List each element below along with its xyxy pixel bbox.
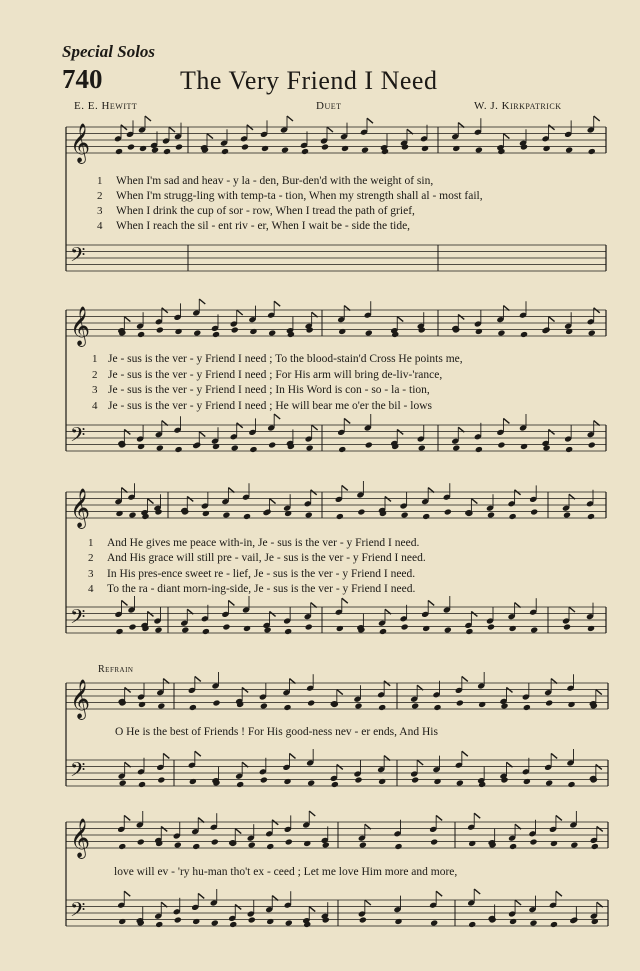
treble-note [452, 145, 460, 152]
bass-note [591, 918, 599, 925]
composer-credit: W. J. Kirkpatrick [474, 100, 562, 112]
treble-flag [596, 690, 602, 695]
treble-note [189, 704, 197, 711]
treble-note [523, 704, 531, 711]
bass-note [379, 628, 387, 635]
bass-note [156, 444, 164, 451]
bass-flag [312, 425, 318, 430]
bass-note [523, 778, 531, 785]
bass-flag [551, 753, 557, 758]
treble-flag [594, 116, 600, 121]
treble-flag [503, 134, 509, 139]
treble-note [174, 328, 182, 335]
treble-note [588, 329, 596, 336]
lyric-line: Je - sus is the ver - y Friend I need ; For His arm will bring de-liv-'rance, [108, 369, 443, 381]
bass-flag [428, 600, 434, 605]
bass-flag [344, 418, 350, 423]
bass-clef-icon: 𝄢 [70, 243, 86, 271]
bass-flag [503, 418, 509, 423]
bass-note [174, 916, 182, 923]
bass-note [306, 444, 314, 451]
treble-note [357, 508, 365, 515]
treble-note [137, 838, 145, 845]
bass-flag [471, 611, 477, 616]
bass-flag [163, 753, 169, 758]
hymn-title: The Very Friend I Need [180, 66, 438, 95]
bass-note [305, 623, 313, 630]
bass-note [119, 779, 127, 786]
lyricist-credit: E. E. Hewitt [74, 100, 138, 112]
bass-note [433, 778, 441, 785]
treble-note [468, 840, 476, 847]
verse-number: 1 [92, 353, 98, 365]
bass-note [115, 628, 123, 635]
treble-flag [199, 299, 205, 304]
treble-note [570, 841, 578, 848]
treble-note [285, 838, 293, 845]
treble-note [163, 148, 171, 155]
bass-flag [436, 891, 442, 896]
bass-flag [148, 611, 154, 616]
lyric-line: When I'm strugg-ling with temp-ta - tion, When my strength shall al - most fail, [116, 190, 483, 202]
treble-note [118, 843, 126, 850]
treble-note [378, 704, 386, 711]
bass-clef-icon: 𝄢 [70, 758, 86, 786]
bass-note [229, 921, 237, 928]
treble-note [456, 699, 464, 706]
treble-note [444, 508, 452, 515]
treble-note [509, 513, 517, 520]
bass-note [529, 919, 537, 926]
bass-note [202, 628, 210, 635]
bass-note [444, 626, 452, 633]
treble-note [338, 328, 346, 335]
treble-flag [237, 310, 243, 315]
bass-note [266, 918, 274, 925]
bass-note [284, 628, 292, 635]
treble-note [421, 145, 429, 152]
bass-note [365, 441, 373, 448]
bass-note [563, 623, 571, 630]
treble-flag [124, 815, 130, 820]
treble-flag [207, 134, 213, 139]
treble-flag [235, 829, 241, 834]
bass-note [138, 781, 146, 788]
verse-number: 1 [88, 537, 94, 549]
bass-note [118, 918, 126, 925]
treble-note [545, 699, 553, 706]
treble-note [422, 513, 430, 520]
bass-note [422, 625, 430, 632]
lyric-line: Je - sus is the ver - y Friend I need ; To the blood-stain'd Cross He points me, [108, 353, 463, 365]
bass-note [530, 626, 538, 633]
treble-flag [327, 127, 333, 132]
treble-note [212, 699, 220, 706]
bass-flag [515, 900, 521, 905]
bass-note [283, 778, 291, 785]
treble-flag [462, 676, 468, 681]
bass-note [550, 921, 558, 928]
treble-flag [397, 317, 403, 322]
bass-note [520, 443, 528, 450]
treble-note [212, 331, 220, 338]
lyric-line: To the ra - diant morn-ing-side, Je - sus is the ver - y Friend I need. [107, 583, 416, 595]
bass-note [378, 778, 386, 785]
treble-note [401, 511, 409, 518]
treble-note [193, 329, 201, 336]
lyric-line: When I'm sad and heav - y la - den, Bur-den'd with the weight of sin, [116, 175, 434, 187]
bass-note [354, 776, 362, 783]
bass-note [509, 625, 517, 632]
treble-flag [309, 811, 315, 816]
treble-note [261, 145, 269, 152]
treble-note [336, 513, 344, 520]
treble-flag [436, 815, 442, 820]
bass-note [411, 776, 419, 783]
bass-flag [290, 753, 296, 758]
bass-flag [309, 907, 315, 912]
treble-flag [342, 485, 348, 490]
bass-flag [270, 611, 276, 616]
treble-note [509, 843, 517, 850]
treble-flag [367, 118, 373, 123]
treble-note [433, 704, 441, 711]
treble-note [565, 146, 573, 153]
bass-note [260, 776, 268, 783]
treble-note [305, 511, 313, 518]
refrain-lyric-line: love will ev - 'ry hu-man tho't ex - ceed ; Let me love Him more and more, [114, 866, 458, 878]
verse-number: 3 [97, 205, 103, 217]
bass-note [567, 781, 575, 788]
treble-note [281, 146, 289, 153]
bass-note [588, 441, 596, 448]
treble-flag [287, 116, 293, 121]
treble-note [487, 511, 495, 518]
treble-note [475, 146, 483, 153]
treble-note [248, 841, 256, 848]
lyric-line: When I drink the cup of sor - row, When I tread the path of grief, [116, 205, 415, 217]
bass-note [174, 446, 182, 453]
treble-note [266, 843, 274, 850]
treble-note [202, 510, 210, 517]
treble-clef-icon: 𝄞 [70, 488, 91, 528]
bass-note [211, 919, 219, 926]
bass-clef-icon: 𝄢 [70, 423, 86, 451]
treble-flag [549, 317, 555, 322]
treble-clef-icon: 𝄞 [70, 306, 91, 346]
treble-flag [124, 317, 130, 322]
treble-note [359, 841, 367, 848]
treble-flag [161, 826, 167, 831]
bass-note [587, 625, 595, 632]
section-label: Special Solos [62, 42, 156, 61]
treble-note [361, 146, 369, 153]
bass-note [331, 781, 339, 788]
lyric-line: When I reach the sil - ent riv - er, When I wait be - side the tide, [116, 220, 411, 232]
bass-note [137, 443, 145, 450]
treble-note [243, 513, 251, 520]
bass-note [128, 623, 136, 630]
treble-note [260, 702, 268, 709]
lyric-line: And He gives me peace with-in, Je - sus is the ver - y Friend I need. [107, 537, 420, 549]
bass-flag [462, 751, 468, 756]
bass-note [155, 921, 163, 928]
bass-note [154, 626, 162, 633]
bass-flag [365, 900, 371, 905]
treble-note [307, 699, 315, 706]
bass-flag [235, 904, 241, 909]
treble-flag [169, 127, 175, 132]
treble-note [268, 329, 276, 336]
treble-note [550, 840, 558, 847]
bass-note [545, 779, 553, 786]
treble-note [529, 838, 537, 845]
verse-number: 4 [92, 400, 98, 412]
treble-flag [471, 499, 477, 504]
bass-flag [569, 607, 575, 612]
treble-note [222, 511, 230, 518]
treble-note [139, 145, 147, 152]
verse-number: 4 [88, 583, 94, 595]
bass-note [359, 916, 367, 923]
bass-note [401, 623, 409, 630]
treble-note [588, 148, 596, 155]
treble-note [430, 838, 438, 845]
bass-note [181, 626, 189, 633]
treble-note [303, 840, 311, 847]
treble-note [587, 513, 595, 520]
bass-note [231, 444, 239, 451]
treble-note [127, 143, 135, 150]
refrain-lyric-line: O He is the best of Friends ! For His good-ness nev - er ends, And His [115, 726, 438, 738]
refrain-label: Refrain [98, 664, 134, 675]
treble-note [211, 838, 219, 845]
treble-note [478, 701, 486, 708]
bass-note [189, 778, 197, 785]
treble-flag [125, 687, 131, 692]
bass-flag [195, 751, 201, 756]
treble-clef-icon: 𝄞 [70, 123, 91, 163]
treble-flag [337, 690, 343, 695]
bass-flag [596, 764, 602, 769]
treble-note [321, 143, 329, 150]
treble-flag [195, 676, 201, 681]
treble-clef-icon: 𝄞 [70, 818, 91, 858]
lyric-line: Je - sus is the ver - y Friend I need ; In His Word is con - so - la - tion, [108, 384, 430, 396]
bass-note [565, 446, 573, 453]
treble-note [567, 701, 575, 708]
treble-note [221, 148, 229, 155]
treble-note [475, 328, 483, 335]
verse-number: 2 [92, 369, 98, 381]
verse-number: 4 [97, 220, 103, 232]
treble-note [283, 704, 291, 711]
bass-note [243, 625, 251, 632]
bass-note [468, 921, 476, 928]
treble-note [591, 843, 599, 850]
treble-note [231, 326, 239, 333]
verse-number: 2 [88, 552, 94, 564]
treble-note [543, 145, 551, 152]
treble-flag [145, 116, 151, 121]
treble-note [174, 841, 182, 848]
bass-flag [228, 600, 234, 605]
treble-clef-icon: 𝄞 [70, 679, 91, 719]
treble-flag [242, 687, 248, 692]
bass-note [212, 443, 220, 450]
treble-note [137, 331, 145, 338]
bass-flag [417, 760, 423, 765]
bass-flag [474, 889, 480, 894]
bass-flag [122, 600, 128, 605]
bass-clef-icon: 𝄢 [70, 605, 86, 633]
bass-flag [274, 414, 280, 419]
treble-flag [556, 815, 562, 820]
lyric-line: Je - sus is the ver - y Friend I need ; He will bear me o'er the bil - lows [108, 400, 432, 412]
treble-note [156, 326, 164, 333]
bass-note [222, 623, 230, 630]
treble-flag [148, 499, 154, 504]
bass-note [418, 444, 426, 451]
treble-note [365, 329, 373, 336]
lyric-line: In His pres-ence sweet re - lief, Je - sus is the ver - y Friend I need. [107, 568, 416, 580]
bass-note [487, 623, 495, 630]
treble-note [520, 331, 528, 338]
treble-note [157, 702, 165, 709]
treble-flag [597, 826, 603, 831]
bass-flag [556, 891, 562, 896]
treble-note [115, 510, 123, 517]
bass-note [430, 919, 438, 926]
treble-note [128, 511, 136, 518]
treble-note [341, 145, 349, 152]
bass-flag [198, 893, 204, 898]
bass-note [394, 918, 402, 925]
treble-note [138, 701, 146, 708]
bass-note [452, 444, 460, 451]
verse-number: 1 [97, 175, 103, 187]
treble-note [565, 328, 573, 335]
treble-note [301, 148, 309, 155]
treble-note [394, 843, 402, 850]
treble-note [530, 508, 538, 515]
hymn-number: 740 [62, 64, 103, 94]
bass-note [236, 781, 244, 788]
bass-flag [342, 598, 348, 603]
treble-note [411, 702, 419, 709]
treble-note [563, 511, 571, 518]
bass-note [192, 918, 200, 925]
treble-note [284, 510, 292, 517]
bass-note [475, 446, 483, 453]
bass-note [249, 446, 257, 453]
bass-clef-icon: 𝄢 [70, 898, 86, 926]
performance-note: Duet [316, 100, 342, 112]
treble-note [175, 143, 183, 150]
treble-note [241, 143, 249, 150]
treble-note [192, 843, 200, 850]
bass-flag [124, 891, 130, 896]
treble-flag [474, 813, 480, 818]
bass-note [509, 918, 517, 925]
bass-note [285, 919, 293, 926]
bass-note [248, 916, 256, 923]
treble-flag [270, 499, 276, 504]
verse-number: 2 [97, 190, 103, 202]
treble-note [497, 329, 505, 336]
bass-flag [199, 432, 205, 437]
bass-note [465, 628, 473, 635]
bass-note [268, 441, 276, 448]
bass-note [497, 441, 505, 448]
treble-flag [507, 687, 513, 692]
bass-note [157, 776, 165, 783]
treble-flag [274, 301, 280, 306]
bass-note [456, 779, 464, 786]
bass-note [307, 779, 315, 786]
bass-note [336, 625, 344, 632]
lyric-line: And His grace will still pre - vail, Je - sus is the ver - y Friend I need. [107, 552, 426, 564]
verse-number: 3 [92, 384, 98, 396]
treble-note [115, 148, 123, 155]
bass-note [338, 446, 346, 453]
verse-number: 3 [88, 568, 94, 580]
bass-flag [337, 764, 343, 769]
treble-note [249, 328, 257, 335]
treble-note [354, 702, 362, 709]
